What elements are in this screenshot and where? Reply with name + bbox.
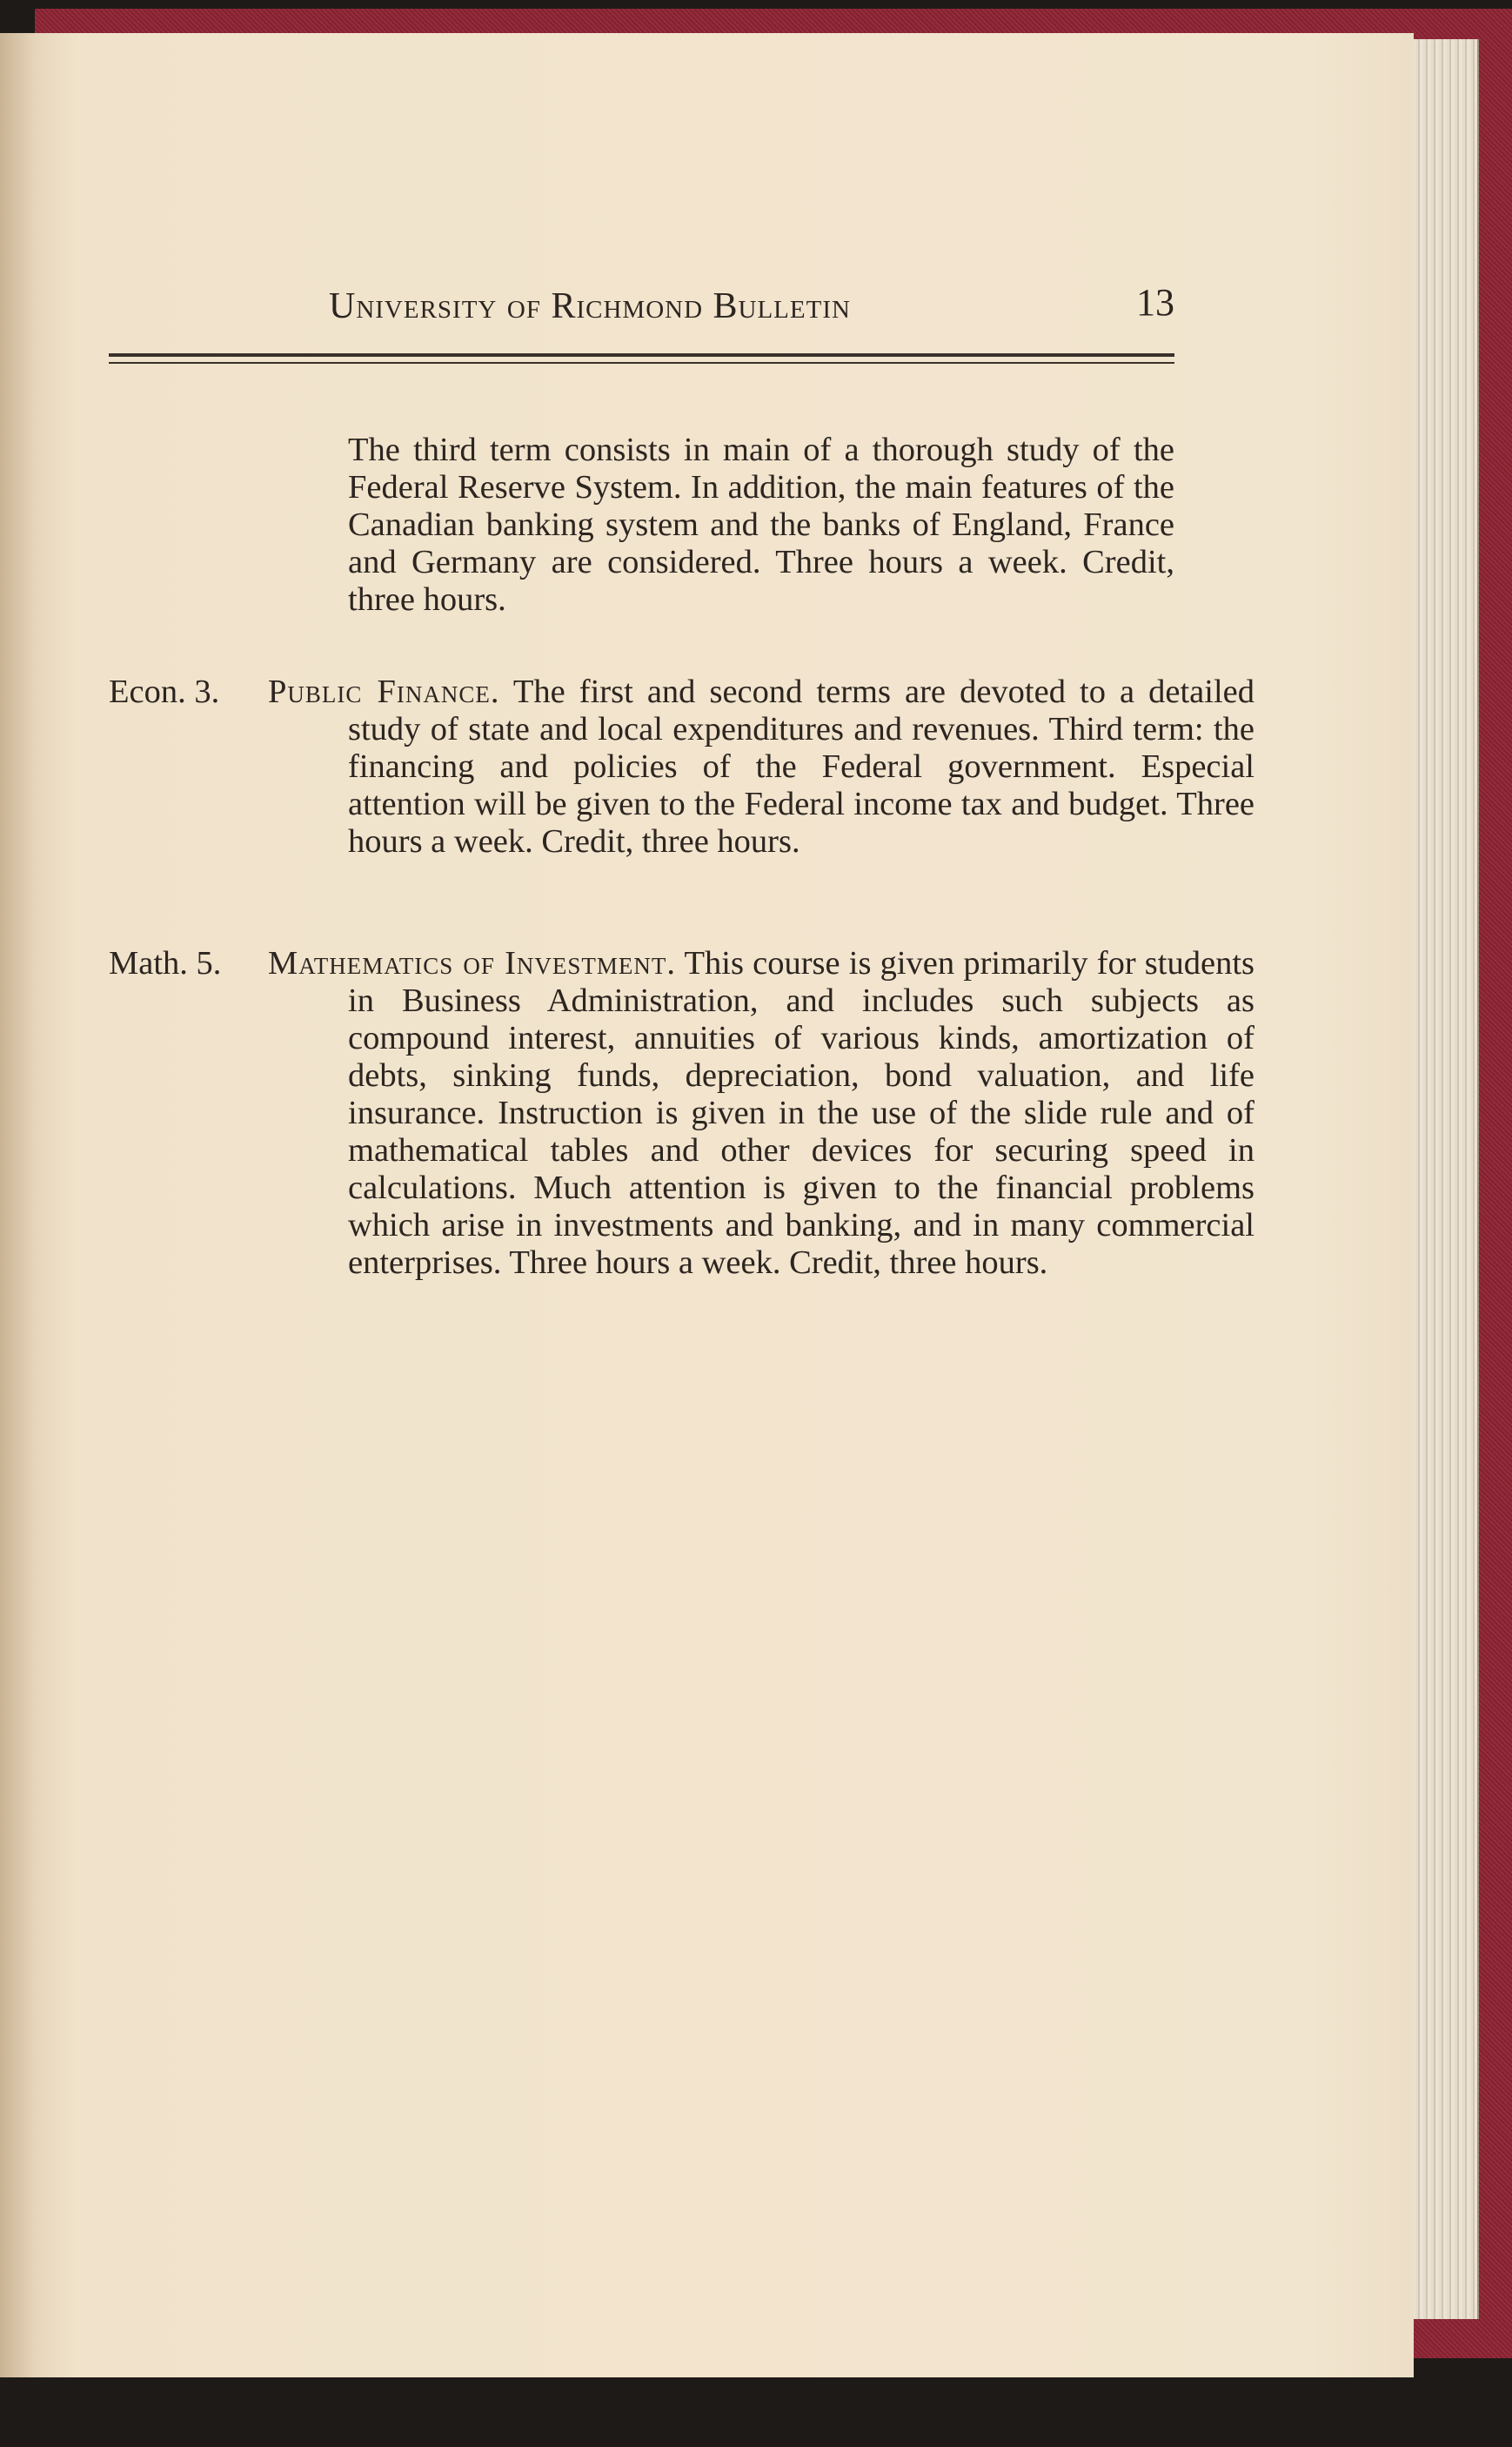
course-description: This course is given primarily for students in Business Administration, and includes such subjects as compound interest, annuities of various kinds, amortization of debts, sinking funds, depreciation, bond valuation, and life insurance. Instruction is given in the use of the slide rule and of mathematical tables and other devices for securing speed in calculations. Much attention is given to the financial problems which arise in investments and banking, and in many commercial enterprises. Three hours a week. Credit, three hours. (348, 945, 1254, 1281)
course-body (268, 674, 1254, 861)
course-title: Public Finance. (268, 674, 500, 710)
course-description: The first and second terms are devoted to a detailed study of state and local expenditures and revenues. Third term: the financing and policies of the Federal government. Especial attention will be given to the Federal income tax and budget. Three hours a week. Credit, three hours. (348, 674, 1254, 860)
header-rule-thin (109, 362, 1174, 364)
book-page (0, 33, 1414, 2377)
page-number: 13 (1136, 281, 1174, 324)
course-title: Mathematics of Investment. (268, 945, 677, 982)
course-code: Econ. 3. (109, 674, 220, 710)
course-body (268, 945, 1254, 1282)
running-head (0, 281, 1174, 346)
continuation-paragraph: The third term consists in main of a thorough study of the Federal Reserve System. In addition, the main features of the Canadian banking system and the banks of England, France and Germany are considered. Three hours a week. Credit, three hours. (348, 432, 1174, 618)
running-title: University of Richmond Bulletin (329, 286, 851, 326)
course-code: Math. 5. (109, 945, 222, 982)
header-rule-thick (109, 353, 1174, 357)
